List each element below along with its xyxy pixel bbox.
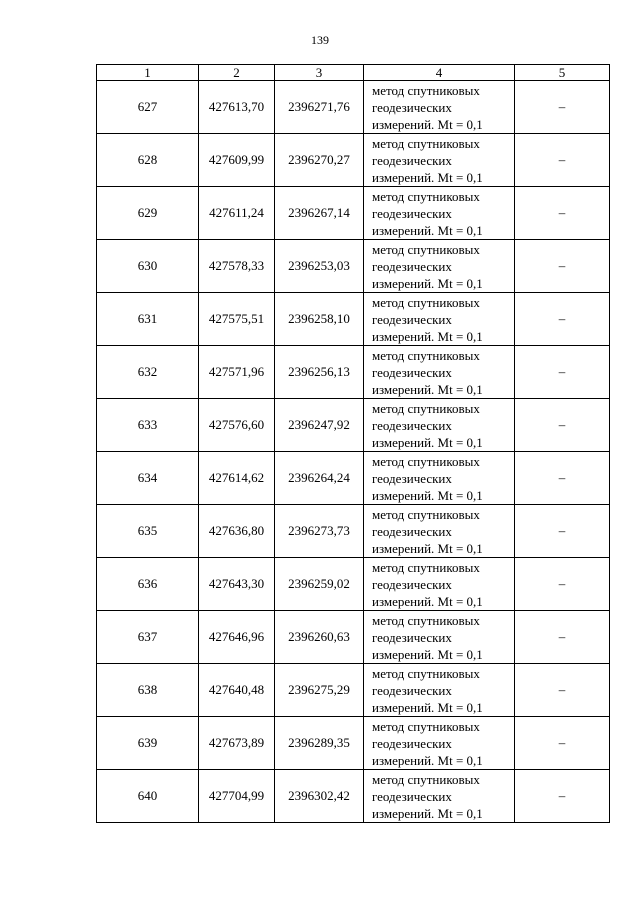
point-number-cell: 638 [97,664,199,717]
note-cell: – [515,717,610,770]
point-number-cell: 630 [97,240,199,293]
x-coordinate-cell: 427576,60 [199,399,275,452]
method-text: метод спутниковых геодезических измерений. Mt = 0,1 [372,771,483,821]
x-coordinate-cell: 427673,89 [199,717,275,770]
table-row [97,134,610,187]
method-text: метод спутниковых геодезических измерений. Mt = 0,1 [372,453,483,503]
y-coordinate-cell: 2396247,92 [275,399,364,452]
x-coordinate-cell: 427704,99 [199,770,275,823]
y-coordinate-cell: 2396270,27 [275,134,364,187]
table-row [97,717,610,770]
note-cell: – [515,134,610,187]
table-row [97,346,610,399]
table-row [97,240,610,293]
method-cell [364,346,515,399]
point-number-cell: 636 [97,558,199,611]
x-coordinate-cell: 427571,96 [199,346,275,399]
method-cell [364,505,515,558]
note-cell: – [515,346,610,399]
method-cell [364,81,515,134]
method-text: метод спутниковых геодезических измерений. Mt = 0,1 [372,506,483,556]
page-number: 139 [311,33,329,47]
method-cell [364,134,515,187]
x-coordinate-cell: 427646,96 [199,611,275,664]
x-coordinate-cell: 427613,70 [199,81,275,134]
column-header-4: 4 [364,65,515,81]
table-row [97,558,610,611]
note-cell: – [515,770,610,823]
y-coordinate-cell: 2396256,13 [275,346,364,399]
method-cell [364,452,515,505]
note-cell: – [515,452,610,505]
y-coordinate-cell: 2396273,73 [275,505,364,558]
method-text: метод спутниковых геодезических измерений. Mt = 0,1 [372,241,483,291]
note-cell: – [515,558,610,611]
point-number-cell: 627 [97,81,199,134]
table-row [97,399,610,452]
y-coordinate-cell: 2396275,29 [275,664,364,717]
method-text: метод спутниковых геодезических измерений. Mt = 0,1 [372,82,483,132]
note-cell: – [515,505,610,558]
method-text: метод спутниковых геодезических измерений. Mt = 0,1 [372,718,483,768]
note-cell: – [515,611,610,664]
method-cell [364,611,515,664]
method-text: метод спутниковых геодезических измерений. Mt = 0,1 [372,294,483,344]
point-number-cell: 637 [97,611,199,664]
x-coordinate-cell: 427643,30 [199,558,275,611]
method-text: метод спутниковых геодезических измерений. Mt = 0,1 [372,612,483,662]
method-text: метод спутниковых геодезических измерений. Mt = 0,1 [372,559,483,609]
y-coordinate-cell: 2396259,02 [275,558,364,611]
table-row [97,81,610,134]
point-number-cell: 629 [97,187,199,240]
method-cell [364,293,515,346]
point-number-cell: 635 [97,505,199,558]
y-coordinate-cell: 2396271,76 [275,81,364,134]
x-coordinate-cell: 427636,80 [199,505,275,558]
x-coordinate-cell: 427609,99 [199,134,275,187]
y-coordinate-cell: 2396260,63 [275,611,364,664]
note-cell: – [515,293,610,346]
x-coordinate-cell: 427578,33 [199,240,275,293]
point-number-cell: 628 [97,134,199,187]
table-row [97,611,610,664]
table-row [97,770,610,823]
column-header-5: 5 [515,65,610,81]
y-coordinate-cell: 2396289,35 [275,717,364,770]
y-coordinate-cell: 2396253,03 [275,240,364,293]
method-text: метод спутниковых геодезических измерений. Mt = 0,1 [372,188,483,238]
table-row [97,293,610,346]
x-coordinate-cell: 427575,51 [199,293,275,346]
point-number-cell: 633 [97,399,199,452]
coordinates-table [96,64,610,823]
y-coordinate-cell: 2396302,42 [275,770,364,823]
method-cell [364,770,515,823]
point-number-cell: 632 [97,346,199,399]
point-number-cell: 640 [97,770,199,823]
point-number-cell: 634 [97,452,199,505]
point-number-cell: 639 [97,717,199,770]
point-number-cell: 631 [97,293,199,346]
method-cell [364,664,515,717]
y-coordinate-cell: 2396264,24 [275,452,364,505]
y-coordinate-cell: 2396258,10 [275,293,364,346]
x-coordinate-cell: 427614,62 [199,452,275,505]
method-text: метод спутниковых геодезических измерений. Mt = 0,1 [372,400,483,450]
table-row [97,187,610,240]
note-cell: – [515,664,610,717]
method-cell [364,717,515,770]
note-cell: – [515,240,610,293]
table-row [97,452,610,505]
column-header-1: 1 [97,65,199,81]
table-row [97,505,610,558]
method-text: метод спутниковых геодезических измерений. Mt = 0,1 [372,665,483,715]
note-cell: – [515,187,610,240]
x-coordinate-cell: 427640,48 [199,664,275,717]
note-cell: – [515,81,610,134]
method-text: метод спутниковых геодезических измерений. Mt = 0,1 [372,347,483,397]
method-cell [364,187,515,240]
method-cell [364,240,515,293]
table-header-row [97,65,610,81]
x-coordinate-cell: 427611,24 [199,187,275,240]
method-text: метод спутниковых геодезических измерений. Mt = 0,1 [372,135,483,185]
table-row [97,664,610,717]
column-header-2: 2 [199,65,275,81]
note-cell: – [515,399,610,452]
y-coordinate-cell: 2396267,14 [275,187,364,240]
column-header-3: 3 [275,65,364,81]
method-cell [364,558,515,611]
method-cell [364,399,515,452]
